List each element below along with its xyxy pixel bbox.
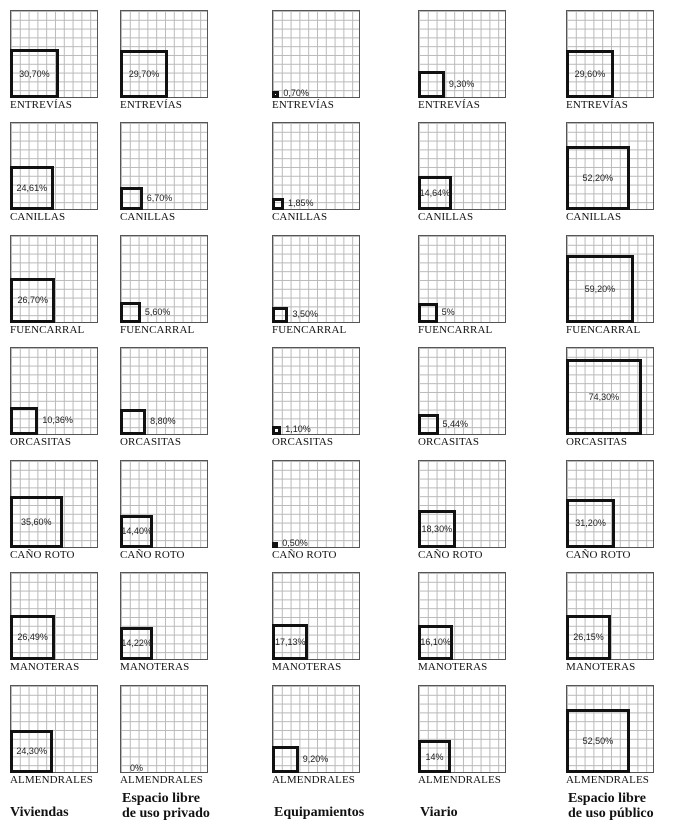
row-caption-fuencarral-col3: FUENCARRAL — [418, 324, 493, 336]
grid-cano-roto-equipamientos — [272, 460, 360, 548]
percentage-label-orcasitas-viario: 5,44% — [442, 418, 469, 429]
percentage-label-fuencarral-espacio-libre-de-uso-publico: 59,20% — [584, 284, 616, 295]
panel-entrevias-equipamientos — [272, 10, 360, 98]
percentage-label-almendrales-espacio-libre-de-uso-privado: 0% — [130, 763, 144, 773]
row-caption-almendrales-col0: ALMENDRALES — [10, 774, 93, 786]
grid-canillas-equipamientos — [272, 122, 360, 210]
percentage-label-entrevias-viario: 9,30% — [448, 78, 475, 89]
percentage-label-manoteras-espacio-libre-de-uso-publico: 26,15% — [573, 632, 604, 643]
panel-orcasitas-viario — [418, 347, 506, 435]
row-caption-fuencarral-col2: FUENCARRAL — [272, 324, 347, 336]
percentage-label-orcasitas-equipamientos: 1,10% — [285, 424, 311, 435]
percentage-label-canillas-espacio-libre-de-uso-privado: 6,70% — [146, 192, 173, 203]
panel-almendrales-equipamientos — [272, 685, 360, 773]
percentage-label-entrevias-viviendas: 30,70% — [19, 68, 50, 79]
panel-almendrales-viario — [418, 685, 506, 773]
row-caption-fuencarral-col4: FUENCARRAL — [566, 324, 641, 336]
column-heading-line: de uso público — [568, 805, 654, 821]
percentage-label-manoteras-viviendas: 26,49% — [17, 632, 48, 643]
value-square-orcasitas-espacio-libre-de-uso-privado — [120, 409, 146, 435]
percentage-label-cano-roto-equipamientos: 0,50% — [282, 538, 308, 548]
percentage-label-almendrales-espacio-libre-de-uso-publico: 52,50% — [582, 736, 614, 747]
row-caption-orcasitas-col0: ORCASITAS — [10, 436, 72, 448]
percentage-label-orcasitas-espacio-libre-de-uso-publico: 74,30% — [588, 392, 620, 403]
percentage-label-canillas-viviendas: 24,61% — [16, 183, 48, 194]
percentage-label-manoteras-equipamientos: 17,13% — [274, 636, 306, 647]
panel-canillas-espacio-libre-de-uso-privado — [120, 122, 208, 210]
column-heading-line: Espacio libre — [122, 791, 200, 806]
panel-canillas-espacio-libre-de-uso-publico — [566, 122, 654, 210]
panel-orcasitas-espacio-libre-de-uso-publico — [566, 347, 654, 435]
row-caption-entrevias-col1: ENTREVÍAS — [120, 99, 183, 111]
percentage-label-almendrales-viviendas: 24,30% — [16, 746, 47, 757]
value-square-canillas-espacio-libre-de-uso-privado — [120, 187, 143, 210]
percentage-label-entrevias-espacio-libre-de-uso-privado: 29,70% — [128, 69, 160, 80]
panel-manoteras-viviendas — [10, 572, 98, 660]
panel-fuencarral-espacio-libre-de-uso-privado — [120, 235, 208, 323]
panel-cano-roto-viviendas — [10, 460, 98, 548]
row-caption-almendrales-col1: ALMENDRALES — [120, 774, 203, 786]
row-caption-entrevias-col4: ENTREVÍAS — [566, 99, 629, 111]
percentage-label-orcasitas-espacio-libre-de-uso-privado: 8,80% — [150, 415, 176, 426]
row-caption-fuencarral-col1: FUENCARRAL — [120, 324, 195, 336]
panel-manoteras-viario — [418, 572, 506, 660]
row-caption-manoteras-col1: MANOTERAS — [120, 661, 190, 673]
percentage-label-manoteras-viario: 16,10% — [420, 637, 451, 648]
percentage-label-cano-roto-viviendas: 35,60% — [20, 516, 52, 527]
value-square-almendrales-equipamientos — [272, 746, 299, 773]
panel-fuencarral-viviendas — [10, 235, 98, 323]
percentage-label-fuencarral-espacio-libre-de-uso-privado: 5,60% — [144, 306, 171, 317]
column-heading-line: Espacio libre — [568, 791, 646, 806]
value-square-orcasitas-viviendas — [10, 407, 38, 435]
row-caption-canillas-col0: CANILLAS — [10, 211, 66, 223]
row-caption-orcasitas-col3: ORCASITAS — [418, 436, 480, 448]
panel-cano-roto-espacio-libre-de-uso-privado — [120, 460, 208, 548]
panel-orcasitas-equipamientos — [272, 347, 360, 435]
column-heading-line: Viario — [420, 805, 458, 820]
column-heading-line: Viviendas — [10, 805, 69, 820]
grid-orcasitas-equipamientos — [272, 347, 360, 435]
panel-fuencarral-equipamientos — [272, 235, 360, 323]
row-caption-manoteras-col4: MANOTERAS — [566, 661, 636, 673]
column-heading-viviendas — [10, 806, 69, 821]
panel-almendrales-viviendas — [10, 685, 98, 773]
column-heading-espacio-libre-de-uso-privado — [122, 792, 210, 821]
panel-orcasitas-espacio-libre-de-uso-privado — [120, 347, 208, 435]
row-caption-cano-roto-col0: CAÑO ROTO — [10, 549, 75, 561]
panel-fuencarral-espacio-libre-de-uso-publico — [566, 235, 654, 323]
panel-canillas-equipamientos — [272, 122, 360, 210]
percentage-label-fuencarral-viario: 5% — [441, 307, 455, 318]
value-square-fuencarral-espacio-libre-de-uso-privado — [120, 302, 141, 323]
row-caption-entrevias-col2: ENTREVÍAS — [272, 99, 335, 111]
panel-orcasitas-viviendas — [10, 347, 98, 435]
percentage-label-cano-roto-viario: 18,30% — [421, 524, 453, 535]
grid-almendrales-espacio-libre-de-uso-privado — [120, 685, 208, 773]
value-square-entrevias-equipamientos — [272, 91, 279, 98]
percentage-label-fuencarral-equipamientos: 3,50% — [292, 308, 318, 319]
percentage-label-almendrales-viario: 14% — [425, 751, 444, 762]
panel-manoteras-equipamientos — [272, 572, 360, 660]
panel-cano-roto-espacio-libre-de-uso-publico — [566, 460, 654, 548]
column-heading-line: de uso privado — [122, 805, 210, 821]
row-caption-manoteras-col0: MANOTERAS — [10, 661, 80, 673]
percentage-label-fuencarral-viviendas: 26,70% — [17, 295, 48, 306]
percentage-label-canillas-espacio-libre-de-uso-publico: 52,20% — [582, 173, 614, 184]
panel-manoteras-espacio-libre-de-uso-privado — [120, 572, 208, 660]
percentage-label-manoteras-espacio-libre-de-uso-privado: 14,22% — [121, 638, 152, 649]
row-caption-canillas-col3: CANILLAS — [418, 211, 474, 223]
row-caption-cano-roto-col4: CAÑO ROTO — [566, 549, 631, 561]
percentage-label-cano-roto-espacio-libre-de-uso-publico: 31,20% — [575, 518, 606, 529]
row-caption-cano-roto-col2: CAÑO ROTO — [272, 549, 337, 561]
row-caption-canillas-col4: CANILLAS — [566, 211, 622, 223]
row-caption-canillas-col1: CANILLAS — [120, 211, 176, 223]
panel-entrevias-viario — [418, 10, 506, 98]
value-square-fuencarral-viario — [418, 303, 438, 323]
column-heading-espacio-libre-de-uso-publico — [568, 792, 654, 821]
row-caption-entrevias-col3: ENTREVÍAS — [418, 99, 481, 111]
value-square-entrevias-viario — [418, 71, 445, 98]
row-caption-cano-roto-col1: CAÑO ROTO — [120, 549, 185, 561]
panel-entrevias-viviendas — [10, 10, 98, 98]
percentage-label-canillas-viario: 14,64% — [419, 188, 451, 199]
panel-almendrales-espacio-libre-de-uso-publico — [566, 685, 654, 773]
row-caption-almendrales-col3: ALMENDRALES — [418, 774, 501, 786]
row-caption-manoteras-col3: MANOTERAS — [418, 661, 488, 673]
panel-cano-roto-viario — [418, 460, 506, 548]
value-square-orcasitas-equipamientos — [272, 426, 281, 435]
panel-almendrales-espacio-libre-de-uso-privado — [120, 685, 208, 773]
grid-entrevias-equipamientos — [272, 10, 360, 98]
row-caption-fuencarral-col0: FUENCARRAL — [10, 324, 85, 336]
percentage-label-orcasitas-viviendas: 10,36% — [42, 414, 73, 425]
panel-fuencarral-viario — [418, 235, 506, 323]
percentage-label-cano-roto-espacio-libre-de-uso-privado: 14,40% — [121, 526, 152, 537]
panel-entrevias-espacio-libre-de-uso-publico — [566, 10, 654, 98]
row-caption-orcasitas-col2: ORCASITAS — [272, 436, 334, 448]
percentage-label-entrevias-equipamientos: 0,70% — [283, 88, 309, 98]
row-caption-manoteras-col2: MANOTERAS — [272, 661, 342, 673]
panel-cano-roto-equipamientos — [272, 460, 360, 548]
column-heading-line: Equipamientos — [274, 805, 365, 820]
row-caption-canillas-col2: CANILLAS — [272, 211, 328, 223]
row-caption-entrevias-col0: ENTREVÍAS — [10, 99, 73, 111]
percentage-label-almendrales-equipamientos: 9,20% — [302, 753, 329, 764]
percentage-label-entrevias-espacio-libre-de-uso-publico: 29,60% — [574, 69, 606, 80]
column-heading-equipamientos — [274, 806, 364, 821]
row-caption-orcasitas-col1: ORCASITAS — [120, 436, 182, 448]
row-caption-cano-roto-col3: CAÑO ROTO — [418, 549, 483, 561]
row-caption-orcasitas-col4: ORCASITAS — [566, 436, 628, 448]
panel-manoteras-espacio-libre-de-uso-publico — [566, 572, 654, 660]
row-caption-almendrales-col4: ALMENDRALES — [566, 774, 649, 786]
value-square-orcasitas-viario — [418, 414, 439, 435]
value-square-canillas-equipamientos — [272, 198, 284, 210]
percentage-label-canillas-equipamientos: 1,85% — [287, 198, 314, 208]
panel-canillas-viviendas — [10, 122, 98, 210]
column-heading-viario — [420, 806, 458, 821]
value-square-fuencarral-equipamientos — [272, 307, 288, 323]
panel-entrevias-espacio-libre-de-uso-privado — [120, 10, 208, 98]
panel-canillas-viario — [418, 122, 506, 210]
value-square-cano-roto-equipamientos — [272, 542, 278, 548]
row-caption-almendrales-col2: ALMENDRALES — [272, 774, 355, 786]
